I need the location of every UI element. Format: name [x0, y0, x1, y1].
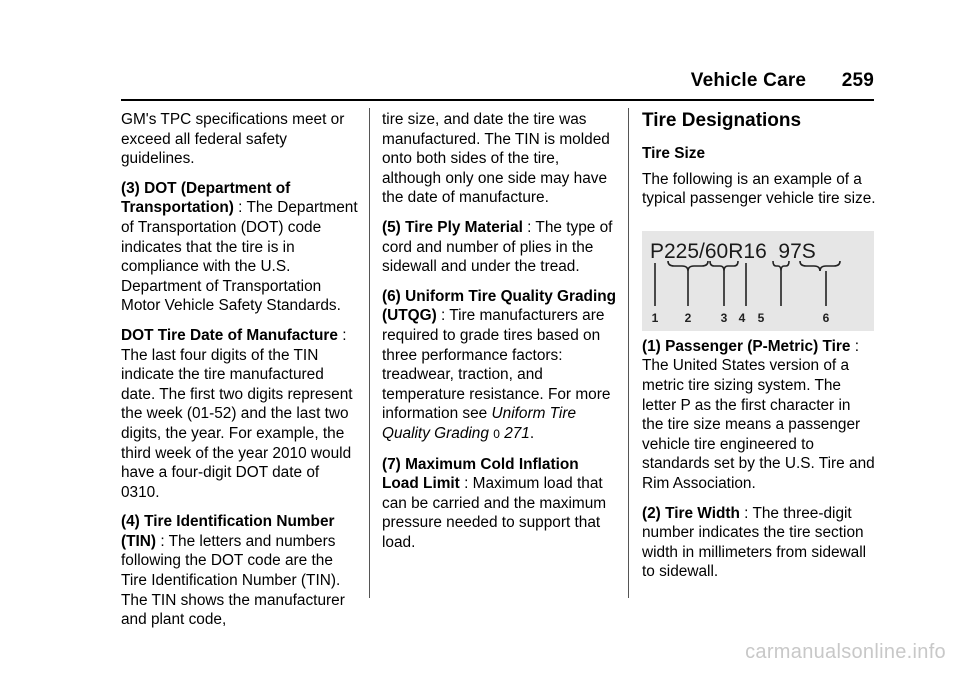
callout-4: 4 — [738, 310, 746, 325]
section-heading: Tire Designations — [642, 110, 802, 131]
term-colon: : — [233, 199, 247, 217]
definition-text: Maximum load that can be carried and the maximum pressure needed to support that load. — [382, 475, 607, 551]
watermark: carmanualsonline.info — [745, 641, 946, 663]
cross-reference-link[interactable]: Uniform Tire Quality Grading — [382, 405, 577, 442]
term-colon: : — [337, 326, 347, 344]
paragraph: The following is an example of a typical passenger vehicle tire size. — [642, 170, 876, 208]
page-header — [691, 70, 874, 92]
tire-size-diagram — [642, 231, 874, 331]
term: (2) Tire Width — [642, 504, 740, 522]
term-colon: : — [739, 504, 753, 522]
definition-text: The Department of Transportation (DOT) code indicates that the tire is in compliance with the U.S. Department of Transportation Motor Vehicle Safety Standards. — [121, 199, 358, 315]
term-colon: : — [436, 307, 450, 325]
term: DOT Tire Date of Manufacture — [121, 326, 338, 344]
term-colon: : — [522, 218, 536, 236]
callout-3: 3 — [720, 310, 728, 325]
callout-2: 2 — [684, 310, 692, 325]
definition-text: The type of cord and number of plies in the sidewall and under the tread. — [382, 218, 613, 276]
term-colon: : — [459, 475, 473, 493]
callout-1: 1 — [651, 310, 659, 325]
page-number: 259 — [841, 70, 874, 91]
term-colon: : — [850, 337, 859, 355]
definition-width — [642, 504, 876, 582]
definition-passenger — [642, 337, 876, 494]
tire-code-text: P225/60R16 97S — [650, 239, 816, 263]
definition-ply — [382, 218, 618, 277]
column-1 — [121, 110, 359, 640]
term: (3) DOT (Department of Transportation) — [121, 179, 291, 217]
page-ref-arrow-icon: 0 — [493, 426, 500, 441]
section-title: Vehicle Care — [690, 70, 807, 91]
paragraph: tire size, and date the tire was manufactured. The TIN is molded onto both sides of the tire, although only one side may have the date of manufacture. — [382, 111, 610, 207]
header-rule — [121, 99, 874, 101]
definition-text: The last four digits of the TIN indicate the tire manufactured date. The first two digits represent the week (01-52) and the last two digits, the year. For example, the third week of the year 2010 would have a four-digit DOT date of 0310. — [121, 346, 353, 501]
definition-text: Tire manufacturers are required to grade tires based on three performance factors: treadwear, traction, and temperature resistance. For more information see — [382, 307, 611, 423]
term: (5) Tire Ply Material — [382, 218, 523, 236]
definition-tin — [121, 512, 359, 630]
definition-text: The three-digit number indicates the tire section width in millimeters from sidewall to sidewall. — [642, 504, 867, 581]
paragraph: GM's TPC specifications meet or exceed all federal safety guidelines. — [121, 111, 345, 168]
definition-text: The letters and numbers following the DOT code are the Tire Identification Number (TIN). The TIN shows the manufacturer and plant code, — [121, 532, 345, 629]
definition-dot — [121, 179, 359, 316]
sentence-end: . — [529, 424, 535, 442]
definition-utqg — [382, 287, 618, 445]
subsection-heading: Tire Size — [642, 145, 706, 162]
term: (4) Tire Identification Number (TIN) — [121, 513, 335, 550]
callout-lines — [655, 261, 840, 306]
definition-load — [382, 455, 618, 553]
column-3 — [642, 110, 876, 592]
definition-text: The United States version of a metric tire sizing system. The letter P as the first character in the tire size means a passenger vehicle tire engineered to standards set by the U.S. Tire and Rim Association. — [642, 357, 875, 492]
definition-date — [121, 326, 359, 502]
column-2 — [382, 110, 618, 562]
tire-size-diagram-svg — [642, 231, 874, 331]
term: (1) Passenger (P-Metric) Tire — [642, 337, 851, 355]
term-colon: : — [156, 532, 169, 550]
column-divider — [369, 108, 370, 598]
term: (7) Maximum Cold Inflation Load Limit — [382, 455, 579, 493]
cross-reference-page[interactable]: 271 — [504, 424, 530, 442]
callout-5: 5 — [757, 310, 765, 325]
term: (6) Uniform Tire Quality Grading (UTQG) — [382, 287, 617, 325]
column-divider — [628, 108, 629, 598]
callout-6: 6 — [822, 310, 830, 325]
